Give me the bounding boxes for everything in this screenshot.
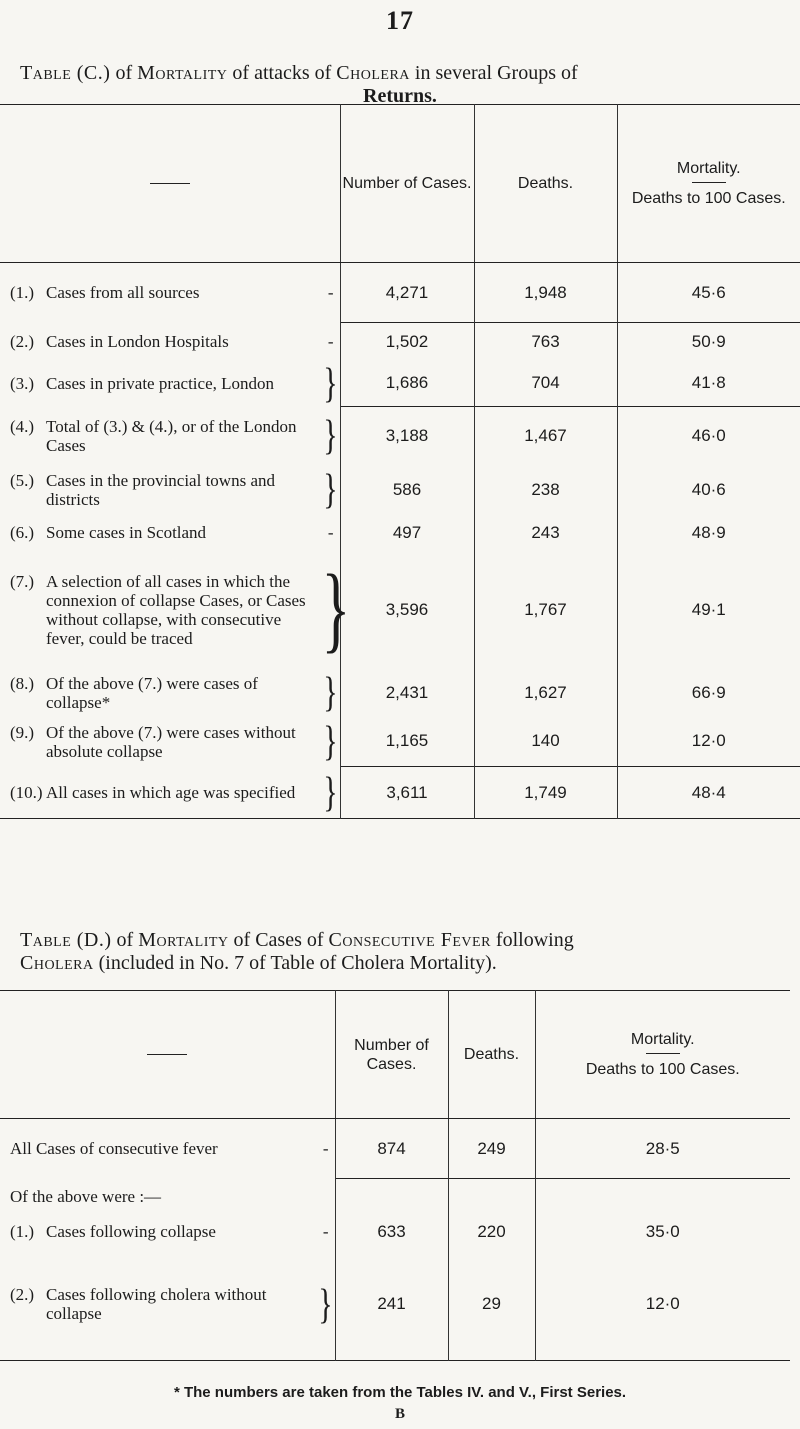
row-text: A selection of all cases in which the connexion of collapse Cases, or Cases without collapse, with consecutive fever, could be traced (46, 571, 306, 648)
cell-deaths: 1,948 (474, 263, 617, 323)
table-row (0, 407, 800, 465)
row-text: Cases in London Hospitals (46, 332, 229, 351)
row-label: (2.) Cases following cholera without collapse } (10, 1281, 333, 1328)
table-row (0, 1119, 790, 1179)
row-text: Of the above were :— (10, 1187, 162, 1206)
table-c-title-line2: Returns. (363, 85, 437, 107)
cell-deaths: 243 (474, 515, 617, 551)
cell-deaths: 1,749 (474, 767, 617, 819)
table-row (0, 361, 800, 407)
table-row (0, 1249, 790, 1361)
table-c-header-mortality-bottom: Deaths to 100 Cases. (631, 190, 786, 207)
cell-cases: 3,596 (340, 551, 474, 669)
cell-cases: 1,686 (340, 361, 474, 407)
table-d-title-prefix: Table (D.) (20, 929, 112, 951)
table-d-header-blank (0, 991, 335, 1119)
table-row (0, 515, 800, 551)
row-text: All Cases of consecutive fever (10, 1139, 218, 1159)
table-c-title (20, 62, 780, 108)
table-c (0, 104, 800, 819)
table-c-title-word: Mortality (137, 62, 228, 84)
table-c-title-prefix: Table (C.) (20, 62, 111, 84)
cell-deaths: 238 (474, 465, 617, 515)
row-label: (6.) Some cases in Scotland - (10, 523, 334, 542)
cell-cases: 4,271 (340, 263, 474, 323)
cell-mortality: 66·9 (617, 669, 800, 717)
cell-mortality: 48·4 (617, 767, 800, 819)
cell-cases: 3,611 (340, 767, 474, 819)
cell-cases (335, 1179, 448, 1215)
table-c-title-suffix: in several Groups of (409, 62, 578, 84)
cell-cases: 3,188 (340, 407, 474, 465)
row-label: All Cases of consecutive fever - (10, 1139, 329, 1159)
table-c-header-mortality (617, 105, 800, 263)
table-d-header-cases: Number of Cases. (335, 991, 448, 1119)
row-number: (1.) (10, 1222, 35, 1241)
row-text: Total of (3.) & (4.), or of the London Cases (46, 416, 297, 455)
row-number: (5.) (10, 470, 35, 490)
table-d-title-mid1: of (111, 929, 139, 951)
row-number: (1.) (10, 283, 35, 303)
signature-mark: B (394, 1406, 405, 1422)
table-c-title-word2: Cholera (336, 62, 410, 84)
table-c-header-mortality-rule (692, 182, 726, 183)
table-row (0, 1215, 790, 1249)
row-label: (3.) Cases in private practice, London } (10, 360, 338, 407)
table-c-header-row (0, 105, 800, 263)
row-label: (7.) A selection of all cases in which the connexion of collapse Cases, or Cases without collapse, with consecutive fever, could be traced } (10, 555, 351, 662)
cell-cases: 1,502 (340, 323, 474, 361)
row-label: (10.) All cases in which age was specified } (10, 769, 338, 816)
table-d-title-mid2: of Cases of (228, 929, 329, 951)
table-row (0, 323, 800, 361)
table-c-header-blank (0, 105, 340, 263)
row-number: (7.) (10, 571, 35, 591)
table-d-header-mortality (535, 991, 790, 1119)
cell-cases: 1,165 (340, 717, 474, 767)
row-label: (1.) Cases from all sources - (10, 283, 334, 303)
row-number: (2.) (10, 1285, 35, 1305)
cell-mortality: 49·1 (617, 551, 800, 669)
footnote: * The numbers are taken from the Tables IV. and V., First Series. (173, 1384, 627, 1401)
table-d-header-mortality-rule (646, 1053, 680, 1054)
cell-cases: 2,431 (340, 669, 474, 717)
row-label: (8.) Of the above (7.) were cases of collapse* } (10, 669, 338, 716)
row-label: (5.) Cases in the provincial towns and districts } (10, 466, 338, 513)
cell-mortality: 12·0 (617, 717, 800, 767)
table-d-title-mid3: following (490, 929, 574, 951)
row-label: (9.) Of the above (7.) were cases without absolute collapse } (10, 718, 338, 765)
cell-cases: 586 (340, 465, 474, 515)
row-text: All cases in which age was specified (46, 782, 296, 802)
row-text: Some cases in Scotland (46, 523, 207, 542)
cell-deaths: 1,627 (474, 669, 617, 717)
cell-mortality: 35·0 (535, 1215, 790, 1249)
cell-cases: 874 (335, 1119, 448, 1179)
table-row (0, 465, 800, 515)
table-row (0, 767, 800, 819)
row-number: (6.) (10, 523, 35, 542)
row-label: (2.) Cases in London Hospitals - (10, 332, 334, 351)
row-number: (9.) (10, 722, 35, 742)
table-d-header-row (0, 991, 790, 1119)
cell-mortality (535, 1179, 790, 1215)
page-number: 17 (386, 6, 414, 35)
table-c-title-mid2: of attacks of (227, 62, 337, 84)
row-text: Cases following cholera without collapse (46, 1285, 267, 1324)
row-label: (1.) Cases following collapse - (10, 1222, 329, 1241)
table-d-title-line2-rest: (included in No. 7 of Table of Cholera Mortality). (93, 952, 497, 974)
cell-mortality: 48·9 (617, 515, 800, 551)
cell-mortality: 40·6 (617, 465, 800, 515)
table-row (0, 1179, 790, 1215)
row-number: (4.) (10, 416, 35, 436)
cell-mortality: 28·5 (535, 1119, 790, 1179)
cell-deaths (448, 1179, 535, 1215)
cell-deaths: 140 (474, 717, 617, 767)
table-d (0, 990, 790, 1361)
table-c-header-deaths: Deaths. (474, 105, 617, 263)
table-row (0, 717, 800, 767)
row-text: Of the above (7.) were cases of collapse* (46, 673, 258, 712)
table-d-title-word2: Consecutive Fever (328, 929, 491, 951)
table-c-header-cases: Number of Cases. (340, 105, 474, 263)
cell-deaths: 1,467 (474, 407, 617, 465)
cell-deaths: 29 (448, 1249, 535, 1361)
row-label (0, 1179, 335, 1215)
row-text: Cases from all sources (46, 283, 200, 303)
cell-mortality: 46·0 (617, 407, 800, 465)
table-row (0, 669, 800, 717)
table-c-header-dash (150, 183, 190, 184)
table-d-title-line2-word: Cholera (20, 952, 94, 974)
row-text: Of the above (7.) were cases without absolute collapse (46, 722, 296, 761)
row-number: (8.) (10, 673, 35, 693)
cell-deaths: 704 (474, 361, 617, 407)
table-row (0, 263, 800, 323)
cell-cases: 497 (340, 515, 474, 551)
cell-mortality: 41·8 (617, 361, 800, 407)
table-c-title-mid1: of (110, 62, 138, 84)
table-c-header-mortality-top: Mortality. (676, 160, 741, 177)
row-text: Cases following collapse (46, 1222, 216, 1241)
table-d-header-mortality-top: Mortality. (630, 1031, 695, 1048)
cell-deaths: 249 (448, 1119, 535, 1179)
cell-cases: 241 (335, 1249, 448, 1361)
cell-deaths: 763 (474, 323, 617, 361)
cell-mortality: 12·0 (535, 1249, 790, 1361)
table-d-header-dash (147, 1054, 187, 1055)
row-number: (3.) (10, 374, 35, 393)
cell-mortality: 50·9 (617, 323, 800, 361)
table-d-header-mortality-bottom: Deaths to 100 Cases. (585, 1061, 740, 1078)
table-d-title-word: Mortality (138, 929, 229, 951)
row-number: (2.) (10, 332, 35, 351)
cell-cases: 633 (335, 1215, 448, 1249)
row-number: (10.) (10, 782, 43, 802)
row-text: Cases in private practice, London (46, 374, 275, 393)
cell-deaths: 1,767 (474, 551, 617, 669)
cell-deaths: 220 (448, 1215, 535, 1249)
cell-mortality: 45·6 (617, 263, 800, 323)
table-d-title (20, 929, 780, 975)
row-label: (4.) Total of (3.) & (4.), or of the London Cases } (10, 412, 338, 459)
row-text: Cases in the provincial towns and districts (46, 470, 275, 509)
table-d-header-deaths: Deaths. (448, 991, 535, 1119)
table-row (0, 551, 800, 669)
